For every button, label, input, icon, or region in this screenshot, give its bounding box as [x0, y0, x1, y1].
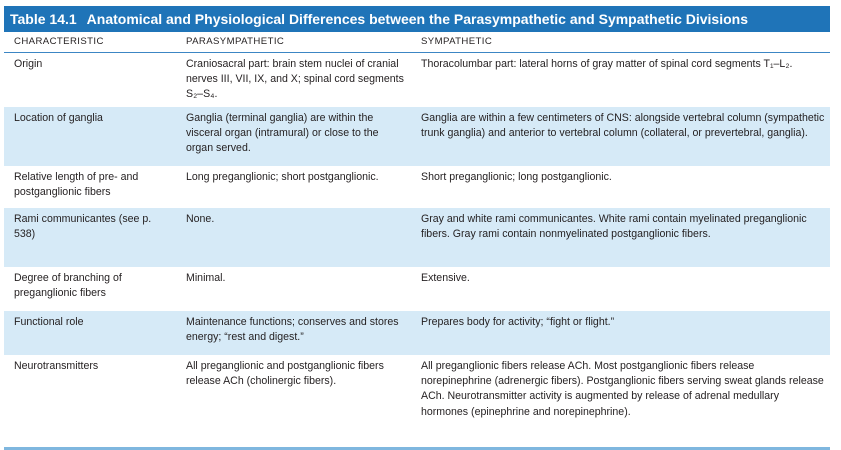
table-row-rami-communicantes: [4, 208, 830, 267]
cell-sympathetic: Ganglia are within a few centimeters of CNS: alongside vertebral column (sympathetic trunk ganglia) and anterior to vertebral column (collateral, or prevertebral, ganglia).: [421, 112, 825, 140]
cell-parasympathetic: Maintenance functions; conserves and stores energy; “rest and digest.”: [186, 316, 399, 344]
cell-characteristic: Rami communicantes (see p. 538): [14, 213, 152, 241]
cell-characteristic: Neurotransmitters: [14, 360, 99, 372]
table-header-row: [4, 32, 830, 53]
table-row-location-of-ganglia: [4, 107, 830, 166]
table-title-bar: [4, 6, 830, 32]
table-title: Anatomical and Physiological Differences between the Parasympathetic and Sympathetic Divisions: [86, 11, 748, 27]
cell-parasympathetic: All preganglionic and postganglionic fibers release ACh (cholinergic fibers).: [186, 360, 384, 388]
cell-sympathetic: Thoracolumbar part: lateral horns of gray matter of spinal cord segments T₁–L₂.: [421, 58, 793, 70]
table-row-neurotransmitters: [4, 355, 830, 447]
cell-characteristic: Relative length of pre- and postganglionic fibers: [14, 171, 139, 199]
cell-parasympathetic: Ganglia (terminal ganglia) are within the visceral organ (intramural) or close to the organ served.: [186, 112, 379, 155]
cell-sympathetic: Extensive.: [421, 272, 470, 284]
header-parasympathetic: PARASYMPATHETIC: [186, 36, 285, 48]
table-row-degree-of-branching: [4, 267, 830, 311]
table-row-functional-role: [4, 311, 830, 355]
cell-sympathetic: Gray and white rami communicantes. White rami contain myelinated preganglionic fibers. Gray rami contain nonmyelinated postganglionic fibers.: [421, 213, 807, 241]
header-characteristic: CHARACTERISTIC: [14, 36, 104, 48]
cell-sympathetic: All preganglionic fibers release ACh. Most postganglionic fibers release norepinephrine (adrenergic fibers). Postganglionic fibers serving sweat glands release ACh. Neurotransmitter activity is augmented by release of adrenal medullary hormones (epinephrine and norepinephrine).: [421, 360, 824, 418]
cell-characteristic: Degree of branching of preganglionic fibers: [14, 272, 122, 300]
cell-parasympathetic: Minimal.: [186, 272, 226, 284]
cell-sympathetic: Short preganglionic; long postganglionic.: [421, 171, 612, 183]
cell-parasympathetic: None.: [186, 213, 215, 225]
cell-characteristic: Location of ganglia: [14, 112, 103, 124]
cell-parasympathetic: Craniosacral part: brain stem nuclei of cranial nerves III, VII, IX, and X; spinal cord segments S₂–S₄.: [186, 58, 404, 101]
cell-sympathetic: Prepares body for activity; “fight or flight.”: [421, 316, 615, 328]
cell-characteristic: Functional role: [14, 316, 84, 328]
table-row-origin: [4, 53, 830, 107]
header-sympathetic: SYMPATHETIC: [421, 36, 493, 48]
cell-parasympathetic: Long preganglionic; short postganglionic.: [186, 171, 379, 183]
cell-characteristic: Origin: [14, 58, 43, 70]
data-table: [4, 6, 830, 450]
table-row-relative-length: [4, 166, 830, 208]
table-number: Table 14.1: [10, 11, 77, 27]
